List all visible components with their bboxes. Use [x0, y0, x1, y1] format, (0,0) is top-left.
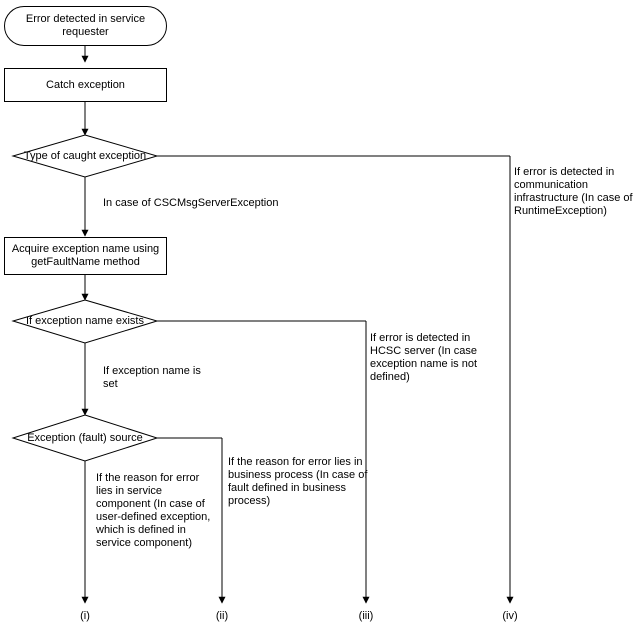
outcome-label-ii: (ii)	[215, 610, 229, 622]
node-start	[4, 6, 167, 46]
node-type-of-caught-exception-label: Type of caught exception	[23, 149, 147, 162]
node-type-of-caught-exception	[13, 135, 157, 177]
node-start-label: Error detected in service requester	[25, 13, 146, 38]
edge-label-service-component: If the reason for error lies in service component (In case of user-defined exception, which is defined in service component)	[96, 472, 211, 549]
edge-label-business-process: If the reason for error lies in business process (In case of fault defined in business process)	[228, 456, 368, 507]
node-exception-fault-source	[13, 415, 157, 461]
node-if-exception-name-exists	[13, 300, 157, 343]
node-catch-exception-label: Catch exception	[46, 78, 125, 91]
node-catch-exception	[4, 68, 167, 102]
node-acquire-exception-name-label: Acquire exception name using getFaultName method	[11, 243, 160, 268]
edge-label-hcsc-server: If error is detected in HCSC server (In case exception name is not defined)	[370, 332, 478, 383]
edge-label-exception-name-is-set: If exception name is set	[103, 365, 201, 390]
node-exception-fault-source-label: Exception (fault) source	[27, 431, 143, 444]
edge-label-runtimeexception: If error is detected in communication infrastructure (In case of RuntimeException)	[514, 166, 633, 217]
outcome-label-i: (i)	[80, 610, 90, 622]
outcome-label-iii: (iii)	[358, 610, 374, 622]
node-acquire-exception-name	[4, 237, 167, 275]
outcome-label-iv: (iv)	[502, 610, 518, 622]
node-if-exception-name-exists-label: If exception name exists	[25, 315, 144, 327]
edge-label-cscmsgserverexception: In case of CSCMsgServerException	[103, 197, 279, 209]
